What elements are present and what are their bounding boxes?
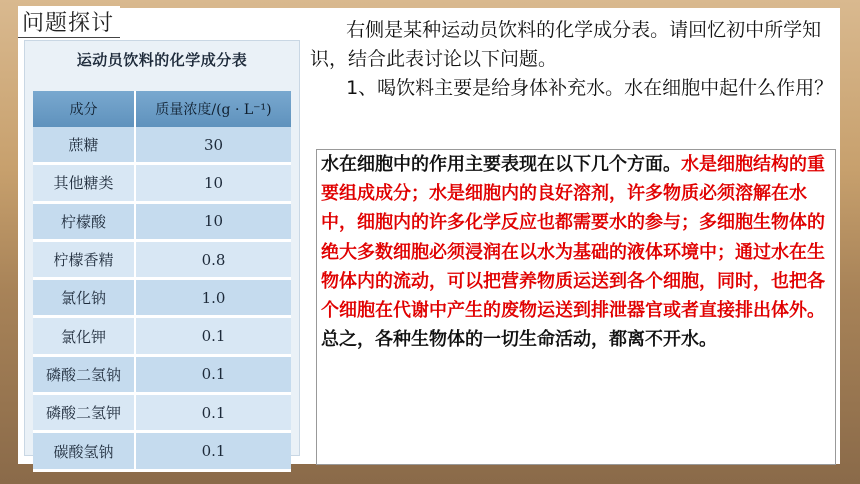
ingredient-cell: 蔗糖	[33, 127, 135, 164]
ingredient-cell: 氯化钾	[33, 317, 135, 355]
table-caption: 运动员饮料的化学成分表	[76, 51, 248, 69]
intro-text	[310, 16, 836, 103]
table-row	[33, 317, 291, 355]
answer-box	[316, 149, 836, 465]
concentration-cell: 30	[135, 127, 291, 164]
composition-table	[33, 91, 291, 472]
composition-table-figure	[24, 40, 300, 461]
concentration-cell: 0.1	[135, 432, 291, 470]
concentration-cell: 0.1	[135, 317, 291, 355]
concentration-cell: 10	[135, 164, 291, 202]
answer-lead: 水在细胞中的作用主要表现在以下几个方面。	[321, 154, 681, 175]
table-row	[33, 432, 291, 470]
ingredient-cell: 其他糖类	[33, 164, 135, 202]
table-header-row	[33, 91, 291, 127]
ingredient-cell: 柠檬酸	[33, 202, 135, 240]
ingredient-cell: 碳酸氢钠	[33, 432, 135, 470]
answer-conclusion: 总之，各种生物体的一切生命活动，都离不开水。	[321, 329, 717, 351]
ingredient-cell: 氯化钠	[33, 279, 135, 317]
header-ingredient: 成分	[33, 91, 135, 127]
ingredient-cell: 磷酸二氢钾	[33, 394, 135, 432]
concentration-cell: 0.8	[135, 240, 291, 278]
table-row	[33, 202, 291, 240]
answer-detail: 水是细胞结构的重要组成成分；水是细胞内的良好溶剂，许多物质必须溶解在水中，细胞内的许多化学反应也都需要水的参与；多细胞生物体的绝大多数细胞必须浸润在以水为基础的液体环境中；通过水在生物体内的流动，可以把营养物质运送到各个细胞，同时，也把各个细胞在代谢中产生的废物运送到排泄器官或者直接排出体外。	[321, 154, 825, 322]
table-row	[33, 240, 291, 278]
intro-paragraph-question: 1、喝饮料主要是给身体补充水。水在细胞中起什么作用？	[346, 77, 834, 99]
table-row	[33, 164, 291, 202]
table-row	[33, 279, 291, 317]
ingredient-cell: 磷酸二氢钠	[33, 355, 135, 393]
concentration-cell: 10	[135, 202, 291, 240]
table-row	[33, 127, 291, 164]
section-title: 问题探讨	[18, 6, 120, 38]
concentration-cell: 0.1	[135, 394, 291, 432]
concentration-cell: 0.1	[135, 355, 291, 393]
table-row	[33, 355, 291, 393]
table-row	[33, 394, 291, 432]
concentration-cell: 1.0	[135, 279, 291, 317]
header-concentration: 质量浓度/(g · L⁻¹)	[135, 91, 291, 127]
ingredient-cell: 柠檬香精	[33, 240, 135, 278]
intro-paragraph-context: 右侧是某种运动员饮料的化学成分表。请回忆初中所学知识，结合此表讨论以下问题。	[310, 19, 822, 70]
